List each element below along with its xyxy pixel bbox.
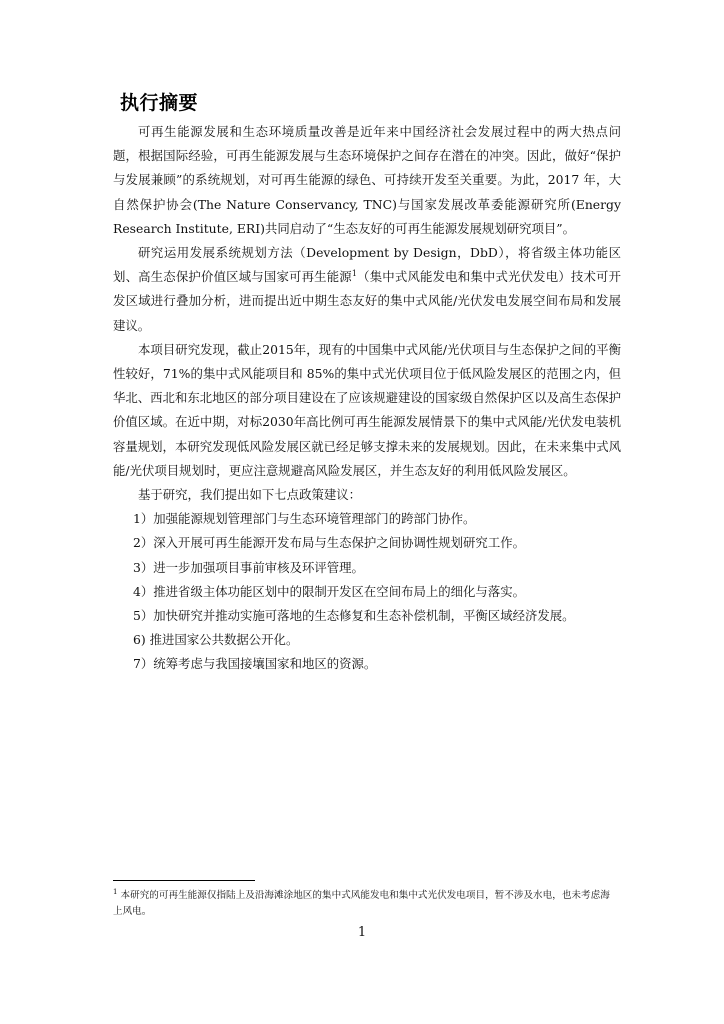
page-number: 1 xyxy=(357,925,367,940)
recommendation-item: 1）加强能源规划管理部门与生态环境管理部门的跨部门协作。 xyxy=(133,511,476,527)
section-heading: 执行摘要 xyxy=(120,92,199,114)
recommendation-item: 7）统筹考虑与我国接壤国家和地区的资源。 xyxy=(133,656,377,672)
recommendation-item: 4）推进省级主体功能区划中的限制开发区在空间布局上的细化与落实。 xyxy=(133,583,525,599)
recommendation-item: 3）进一步加强项目事前审核及环评管理。 xyxy=(133,559,364,575)
footnote-text: 本研究的可再生能源仅指陆上及沿海滩涂地区的集中式风能发电和集中式光伏发电项目，暂不涉及水电，也未考虑海上风电。 xyxy=(113,890,610,917)
recommendation-item: 5）加快研究并推动实施可落地的生态修复和生态补偿机制，平衡区域经济发展。 xyxy=(133,608,575,624)
footnote xyxy=(113,888,613,920)
summary-body xyxy=(113,120,621,677)
recommendations-intro: 基于研究，我们提出如下七点政策建议： xyxy=(138,487,362,503)
findings-paragraph: 本项目研究发现，截止2015年，现有的中国集中式风能/光伏项目与生态保护之间的平衡性较好，71%的集中式风能项目和 85%的集中式光伏项目位于低风险发展区的范围之内，但华北、西北和东北地区的部分项目建设在了应该规避建设的国家级自然保护区以及高生态保护价值区域。在近中期，对标2030年高比例可再生能源发展情景下的集中式风能/光伏发电装机容量规划，本研究发现低风险发展区就已经足够支撑未来的发展规划。因此，在未来集中式风能/光伏项目规划时，更应注意规避高风险发展区，并生态友好的利用低风险发展区。 xyxy=(113,341,622,478)
recommendation-item: 6) 推进国家公共数据公开化。 xyxy=(133,632,299,648)
method-paragraph xyxy=(113,241,621,338)
footnote-marker: 1 xyxy=(113,887,118,896)
footnote-reference[interactable]: 1 xyxy=(351,269,357,279)
recommendation-item: 2）深入开展可再生能源开发布局与生态保护之间协调性规划研究工作。 xyxy=(133,535,525,551)
footnote-divider xyxy=(113,880,255,881)
intro-paragraph: 可再生能源发展和生态环境质量改善是近年来中国经济社会发展过程中的两大热点问题，根据国际经验，可再生能源发展与生态环境保护之间存在潜在的冲突。因此，做好“保护与发展兼顾”的系统规划，对可再生能源的绿色、可持续开发至关重要。为此，2017 年，大自然保护协会(The Nature Conservancy, TNC)与国家发展改革委能源研究所(Energy Research Institute, ERI)共同启动了“生态友好的可再生能源发展规划研究项目”。 xyxy=(113,124,621,236)
method-text-part-1: 研究运用发展系统规划方法（Development by Design，DbD），将省级主体功能区划、高生态保护价值区域与国家可再生能源 xyxy=(113,245,621,285)
method-text-part-2: （集中式风能发电和集中式光伏发电）技术可开发区域进行叠加分析，进而提出近中期生态友好的集中式风能/光伏发电发展空间布局和发展建议。 xyxy=(113,269,622,333)
